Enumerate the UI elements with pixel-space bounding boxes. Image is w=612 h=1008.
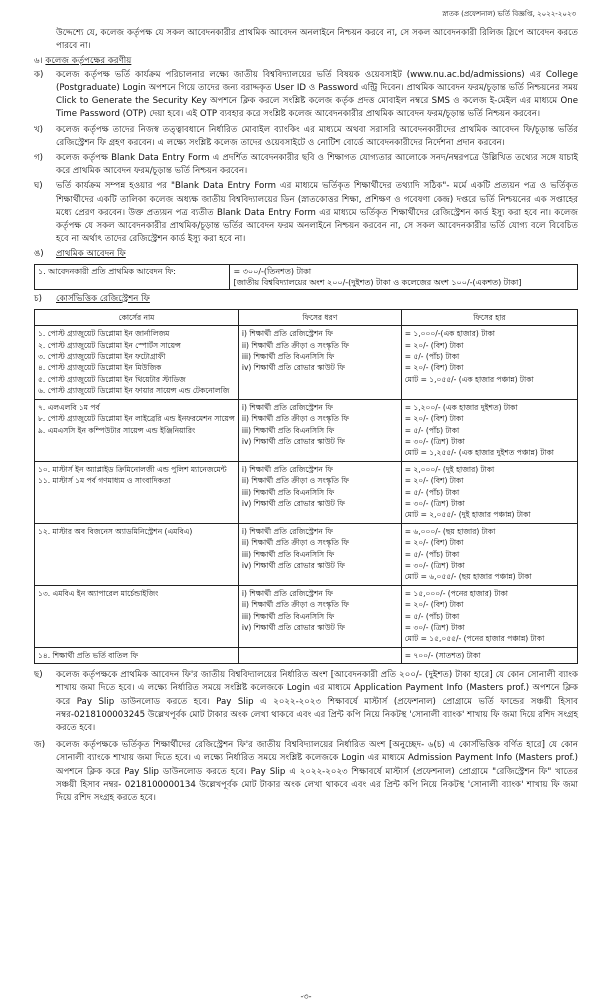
page-header: স্নাতক (প্রফেশনাল) ভর্তি বিজ্ঞপ্তি, ২০২২-২০২৩ (442, 10, 576, 18)
fee-type: i) শিক্ষার্থী প্রতি রেজিস্ট্রেশন ফি (241, 402, 333, 412)
item-text: কলেজ কর্তৃপক্ষকে প্রাথমিক আবেদন ফি'র জাতীয় বিশ্ববিদ্যালয়ের নির্ধারিত অংশ [আবেদনকারী প্রতি ২০০/- (দুইশত) টাকা হারে] যে কোন সোনালী ব্যাংক শাখায় জমা দিতে হবে। এ লক্ষ্যে নির্ধারিত সময়ে সংশ্লিষ্ট কলেজকে Login এর মাধ্যমে Application Payment Info (Masters prof.) অপশনে ক্লিক করে Pay Slip ডাউনলোড করতে হবে। Pay Slip এ ২০২২-২০২৩ শিক্ষাবর্ষে মাস্টার্স (প্রফেশনাল) প্রোগ্রামে ভর্তি ফান্ডের সঞ্চয়ী হিসাব নম্বর-0218100003245 উল্লেখপূর্বক মোট টাকার অংক লেখা থাকবে এবং এর প্রিন্ট কপি নিয়ে নিকটস্থ 'সোনালী ব্যাংক' শাখায় ফি জমা দিয়ে রশিদ সংগ্রহ করতে হবে। (56, 670, 578, 734)
item-text: কলেজ কর্তৃপক্ষ তাদের নিজস্ব তত্ত্বাবধানে নির্ধারিত মোবাইল ব্যাংকিং এর মাধ্যমে অথবা সরাসরি আবেদনকারীদের প্রাথমিক আবেদন ফি/চূড়ান্ত ভর্তির রেজিস্ট্রেশন ফি গ্রহণ করবেন। এ লক্ষ্যে সংশ্লিষ্ট কলেজ তাদের ওয়েবসাইটে ও নোটিশ বোর্ডে আবেদনকারীদের নির্দেশনা প্রদান করবেন। (56, 124, 578, 148)
item-label: ক) (34, 69, 44, 80)
fee-rate-cell (401, 461, 577, 523)
item-text: কলেজ কর্তৃপক্ষকে ভর্তিকৃত শিক্ষার্থীদের রেজিস্ট্রেশন ফি'র জাতীয় বিশ্ববিদ্যালয়ের নির্ধারিত অংশ [অনুচ্ছেদ- ৬(চ) এ কোর্সভিত্তিক বর্ণিত হারে] যে কোন সোনালী ব্যাংকে শাখায় জমা দিতে হবে। এ লক্ষ্যে নির্ধারিত সময়ে সংশ্লিষ্ট কলেজকে Login এর মাধ্যমে Admission Payment Info (Masters prof.) অপশনে ক্লিক করে Pay Slip ডাউনলোড করতে হবে। Pay Slip এ ২০২২-২০২৩ শিক্ষাবর্ষে মাস্টার্স (প্রফেশনাল) প্রোগ্রামে "রেজিস্ট্রেশন ফি" খাতের সঞ্চয়ী হিসাব নম্বর- 0218100000134 উল্লেখপূর্বক মোট টাকার অংক লেখা থাকবে এবং এর প্রিন্ট কপি নিয়ে নিকটস্থ 'সোনালী ব্যাংক' শাখায় ফি জমা দিয়ে রশিদ সংগ্রহ করতে হবে। (56, 740, 578, 804)
course-name: ৪. পোস্ট গ্র্যাজুয়েট ডিপ্লোমা ইন মিউজিক (38, 363, 162, 373)
table-row (35, 326, 578, 399)
cancel-fee-label: ১৪. শিক্ষার্থী প্রতি ভর্তি বাতিল ফি (35, 647, 239, 663)
fee-rate: = ৫/- (পাঁচ) টাকা (404, 549, 460, 559)
section-6-item-kha (34, 124, 578, 150)
item-label: জ) (34, 740, 46, 751)
fee-type: ii) শিক্ষার্থী প্রতি ক্রীড়া ও সংস্কৃতি ফি (241, 340, 349, 350)
fee-type: i) শিক্ষার্থী প্রতি রেজিস্ট্রেশন ফি (241, 526, 333, 536)
section-6-number: ৬। (34, 55, 43, 66)
course-name: ৫. পোস্ট গ্র্যাজুয়েট ডিপ্লোমা ইন থিয়েটার স্টাডিজ (38, 374, 186, 384)
application-fee-table (34, 264, 578, 290)
fee-amount-cell (230, 264, 578, 289)
fee-amount: = ৩০০/-(তিনশত) টাকা (233, 266, 312, 276)
course-name: ১০. মাস্টার্স ইন অ্যাপ্লাইড ক্রিমিনোলজী এন্ড পুলিশ ম্যানেজমেন্ট (38, 464, 227, 474)
table-row (35, 585, 578, 647)
fee-type: ii) শিক্ষার্থী প্রতি ক্রীড়া ও সংস্কৃতি ফি (241, 476, 349, 486)
application-fee-section (34, 248, 578, 261)
course-name-cell (35, 399, 239, 461)
course-name: ১৩. এমবিএ ইন অ্যাপারেল মার্চেন্ডাইজিং (38, 588, 159, 598)
fee-type: iii) শিক্ষার্থী প্রতি বিএনসিসি ফি (241, 549, 335, 559)
fee-rate: মোট = ৬,০৫৫/- (ছয় হাজার পঞ্চান্ন) টাকা (404, 572, 532, 582)
course-name: ২. পোস্ট গ্র্যাজুয়েট ডিপ্লোমা ইন স্পোর্টস সায়েন্স (38, 340, 181, 350)
fee-rate: = ৫/- (পাঁচ) টাকা (404, 425, 460, 435)
fee-type: ii) শিক্ষার্থী প্রতি ক্রীড়া ও সংস্কৃতি ফি (241, 414, 349, 424)
fee-rate-cell (401, 399, 577, 461)
fee-rate: = ১৫,০০০/- (পনের হাজার) টাকা (404, 588, 508, 598)
fee-rate: = ২০/- (বিশ) টাকা (404, 363, 464, 373)
fee-rate: = ২০/- (বিশ) টাকা (404, 538, 464, 548)
fee-label-cell: ১. আবেদনকারী প্রতি প্রাথমিক আবেদন ফি: (35, 264, 230, 289)
fee-rate: = ৫/- (পাঁচ) টাকা (404, 487, 460, 497)
fee-type: ii) শিক্ষার্থী প্রতি ক্রীড়া ও সংস্কৃতি ফি (241, 538, 349, 548)
fee-rate: = ৩০/- (ত্রিশ) টাকা (404, 436, 465, 446)
table-row (35, 523, 578, 585)
fee-type: ii) শিক্ষার্থী প্রতি ক্রীড়া ও সংস্কৃতি ফি (241, 600, 349, 610)
section-6-item-ka (34, 69, 578, 122)
fee-type: iv) শিক্ষার্থী প্রতি রোভার স্কাউট ফি (241, 623, 345, 633)
table-row (35, 461, 578, 523)
table-row (35, 399, 578, 461)
course-fee-table (34, 309, 578, 664)
item-label: ঘ) (34, 181, 43, 192)
application-fee-title: প্রাথমিক আবেদন ফি (56, 249, 126, 260)
fee-type-cell (238, 461, 401, 523)
item-label: ঙ) (34, 249, 44, 260)
course-name: ৮. পোস্ট গ্র্যাজুয়েট ডিপ্লোমা ইন লাইব্রেরি এন্ড ইনফরমেশন সায়েন্স (38, 414, 235, 424)
course-name: ৬. পোস্ট গ্র্যাজুয়েট ডিপ্লোমা ইন ফায়ার সায়েন্স এন্ড টেকনোলজি (38, 386, 230, 396)
fee-rate: = ৫/- (পাঁচ) টাকা (404, 611, 460, 621)
item-label: চ) (34, 293, 42, 304)
fee-rate: = ১,২০০/- (এক হাজার দুইশত) টাকা (404, 402, 518, 412)
fee-rate: মোট = ২,০৫৫/- (দুই হাজার পঞ্চান্ন) টাকা (404, 510, 531, 520)
course-name: ৭. এলএলবি ১ম পর্ব (38, 402, 100, 412)
fee-rate: মোট = ১,০৫৫/- (এক হাজার পঞ্চান্ন) টাকা (404, 374, 534, 384)
registration-fee-section (34, 293, 578, 306)
fee-rate: = ১,০০০/-(এক হাজার) টাকা (404, 329, 495, 339)
fee-rate: = ৫/- (পাঁচ) টাকা (404, 352, 460, 362)
course-name: ৩. পোস্ট গ্র্যাজুয়েট ডিপ্লোমা ইন ফটোগ্রাফী (38, 352, 166, 362)
section-6-item-gha (34, 180, 578, 246)
fee-type: iii) শিক্ষার্থী প্রতি বিএনসিসি ফি (241, 352, 335, 362)
fee-type: iii) শিক্ষার্থী প্রতি বিএনসিসি ফি (241, 425, 335, 435)
column-header: ফিসের হার (401, 309, 577, 325)
section-chh (34, 669, 578, 735)
item-text: কলেজ কর্তৃপক্ষ ভর্তি কার্যক্রম পরিচালনার লক্ষ্যে জাতীয় বিশ্ববিদ্যালয়ের ভর্তি বিষয়ক ওয়েবসাইট (www.nu.ac.bd/admissions) এর College (Postgraduate) Login অপশনে গিয়ে তাদের জন্য বরাদ্দকৃত User ID ও Password এন্ট্রি দিবেন। প্রাথমিক আবেদন ফরম/চূড়ান্ত ভর্তি নিশ্চয়নের সময় Click to Generate the Security Key অপশনে ক্লিক করলে সংশ্লিষ্ট কলেজ কর্তৃক প্রদত্ত মোবাইল নম্বরে SMS ও কলেজ ই-মেইল এর মাধ্যমে One Time Password (OTP) দেয়া হবে। এই OTP ব্যবহার করে সংশ্লিষ্ট কলেজ আবেদনকারীর প্রাথমিক আবেদন ফরম/চূড়ান্ত ভর্তি নিশ্চয়ন করবেন। (56, 69, 578, 120)
course-name: ৯. এমএসসি ইন কম্পিউটার সায়েন্স এন্ড ইঞ্জিনিয়ারিং (38, 425, 196, 435)
fee-rate: = ২,০০০/- (দুই হাজার) টাকা (404, 464, 495, 474)
fee-type-cell (238, 523, 401, 585)
fee-rate: মোট = ১,২৫৫/- (এক হাজার দুইশত পঞ্চান্ন) টাকা (404, 448, 554, 458)
course-name-cell (35, 585, 239, 647)
column-header: ফিসের ধরণ (238, 309, 401, 325)
course-name: ১. পোস্ট গ্র্যাজুয়েট ডিপ্লোমা ইন জার্নালিজম (38, 329, 170, 339)
course-name-cell (35, 326, 239, 399)
fee-rate-cell (401, 326, 577, 399)
fee-type: i) শিক্ষার্থী প্রতি রেজিস্ট্রেশন ফি (241, 588, 333, 598)
item-text: ভর্তি কার্যক্রম সম্পন্ন হওয়ার পর "Blank Data Entry Form এর মাধ্যমে ভর্তিকৃত শিক্ষার্থীদের তথ্যাদি সঠিক"- মর্মে একটি প্রত্যয়ন পত্র ও ভর্তিকৃত শিক্ষার্থীদের একটি তালিকা কলেজ অধ্যক্ষ জাতীয় বিশ্ববিদ্যালয়ের ডিন (স্নাতকোত্তর শিক্ষা, প্রশিক্ষণ ও গবেষণা কেন্দ্র) দপ্তরে ভর্তি নিশ্চয়নের এক সপ্তাহের মধ্যে প্রেরণ করবেন। উক্ত প্রত্যয়ন পত্র ব্যতীত Blank Data Entry Form এর মাধ্যমে ভর্তিকৃত শিক্ষার্থীদের রেজিস্ট্রেশন কার্ড ইস্যু করা হবে না। কলেজ কর্তৃপক্ষ যে সকল আবেদনকারীর প্রাথমিক/চূড়ান্ত ভর্তির আবেদন ফরম অনলাইনে নিশ্চয়ন করবেন না, সে সকল আবেদনকারীর ভর্তি যোগ্য বলে বিবেচিত হবে না অর্থাৎ তাদের রেজিস্ট্রেশন কার্ড ইস্যু করা হবে না। (56, 181, 578, 245)
fee-rate: = ২০/- (বিশ) টাকা (404, 414, 464, 424)
fee-type: iv) শিক্ষার্থী প্রতি রোভার স্কাউট ফি (241, 498, 345, 508)
page-number: -৩- (300, 992, 312, 1001)
fee-type: iv) শিক্ষার্থী প্রতি রোভার স্কাউট ফি (241, 560, 345, 570)
item-text: কলেজ কর্তৃপক্ষ Blank Data Entry Form এ প্রদর্শিত আবেদনকারীর ছবি ও শিক্ষাগত যোগ্যতার আলোকে সনদ/নম্বরপত্রে উল্লিখিত তথ্যের সঙ্গে যাচাই করে প্রাথমিক আবেদন ফরম/চূড়ান্ত ভর্তি নিশ্চয়ন করবেন। (56, 153, 578, 177)
course-name: ১১. মাস্টার্স ১ম পর্ব গণমাধ্যম ও সাংবাদিকতা (38, 476, 171, 486)
fee-type-cell (238, 326, 401, 399)
fee-rate: = ৩০/- (ত্রিশ) টাকা (404, 498, 465, 508)
continuation-paragraph: উদ্দেশ্যে যে, কলেজ কর্তৃপক্ষ যে সকল আবেদনকারীর প্রাথমিক আবেদন অনলাইনে নিশ্চয়ন করবে না, সে সকল আবেদনকারী রিলিজ স্লিপে আবেদন করতে পারবে না। (56, 28, 578, 52)
table-row (35, 264, 578, 289)
course-fee-rows (35, 326, 578, 648)
fee-type: iii) শিক্ষার্থী প্রতি বিএনসিসি ফি (241, 611, 335, 621)
empty-cell (238, 647, 401, 663)
section-6-title: কলেজ কর্তৃপক্ষের করণীয় (45, 55, 132, 66)
fee-rate: = ৬,০০০/- (ছয় হাজার) টাকা (404, 526, 496, 536)
fee-type: iv) শিক্ষার্থী প্রতি রোভার স্কাউট ফি (241, 436, 345, 446)
fee-type: iv) শিক্ষার্থী প্রতি রোভার স্কাউট ফি (241, 363, 345, 373)
item-label: খ) (34, 124, 43, 135)
section-j (34, 739, 578, 805)
fee-rate: = ২০/- (বিশ) টাকা (404, 600, 464, 610)
fee-type: iii) শিক্ষার্থী প্রতি বিএনসিসি ফি (241, 487, 335, 497)
fee-type: i) শিক্ষার্থী প্রতি রেজিস্ট্রেশন ফি (241, 329, 333, 339)
section-6-item-ga (34, 152, 578, 178)
fee-rate: = ২০/- (বিশ) টাকা (404, 476, 464, 486)
fee-type-cell (238, 399, 401, 461)
course-name-cell (35, 461, 239, 523)
fee-type-cell (238, 585, 401, 647)
fee-rate: = ২০/- (বিশ) টাকা (404, 340, 464, 350)
course-name: ১২. মাস্টার অব বিজনেস অ্যাডমিনিস্ট্রেশন (এমবিএ) (38, 526, 193, 536)
fee-rate: মোট = ১৫,০৫৫/- (পনের হাজার পঞ্চান্ন) টাকা (404, 634, 545, 644)
column-header: কোর্সের নাম (35, 309, 239, 325)
item-label: গ) (34, 153, 43, 164)
cancel-fee-rate: = ৭০০/- (সাতশত) টাকা (401, 647, 577, 663)
section-6-heading (34, 55, 578, 68)
table-header-row (35, 309, 578, 325)
fee-type: i) শিক্ষার্থী প্রতি রেজিস্ট্রেশন ফি (241, 464, 333, 474)
fee-rate-cell (401, 585, 577, 647)
fee-rate-cell (401, 523, 577, 585)
table-row (35, 647, 578, 663)
fee-rate: = ৩০/- (ত্রিশ) টাকা (404, 560, 465, 570)
fee-split: [জাতীয় বিশ্ববিদ্যালয়ের অংশ ২০০/-(দুইশত) টাকা ও কলেজের অংশ ১০০/-(একশত) টাকা] (233, 277, 522, 287)
course-name-cell (35, 523, 239, 585)
fee-rate: = ৩০/- (ত্রিশ) টাকা (404, 623, 465, 633)
item-label: ছ) (34, 670, 43, 681)
registration-fee-title: কোর্সভিত্তিক রেজিস্ট্রেশন ফি (56, 293, 150, 304)
